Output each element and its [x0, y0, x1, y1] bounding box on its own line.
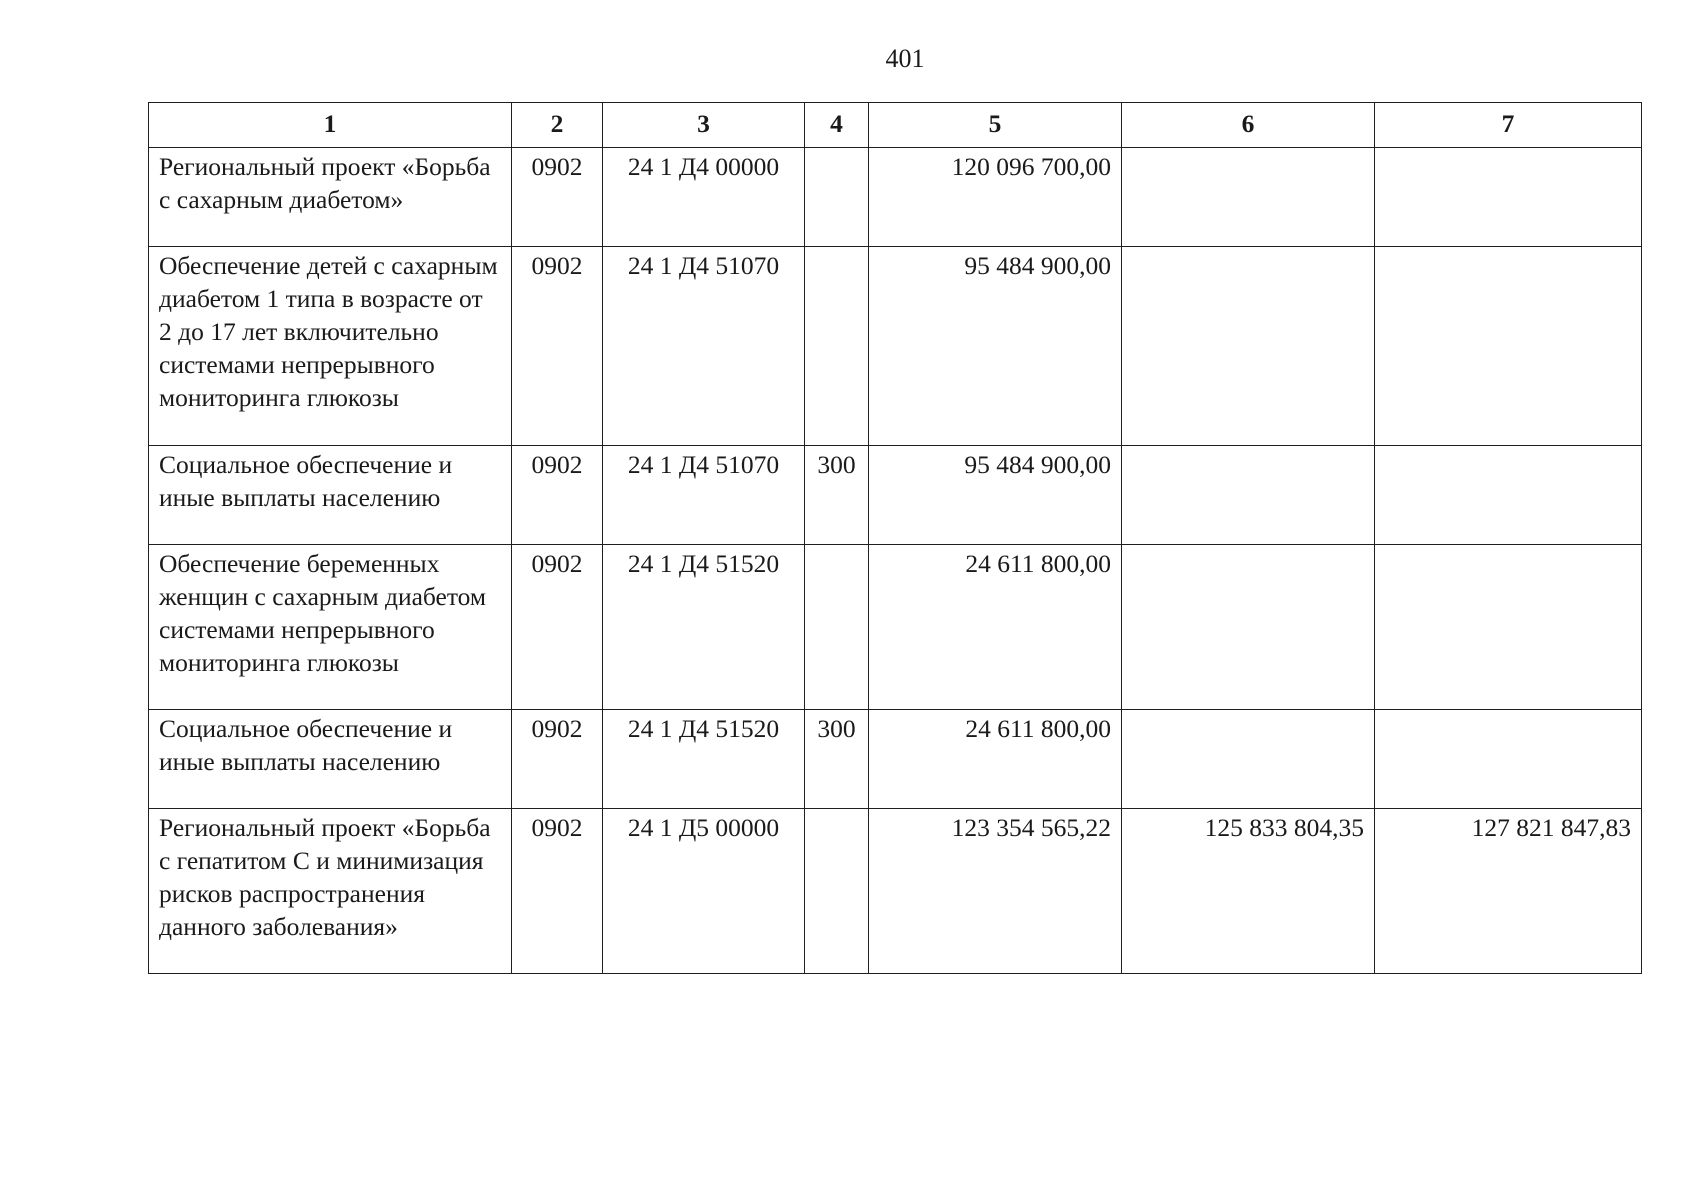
- page-number: 401: [885, 44, 925, 73]
- row-amount-col5: 24 611 800,00: [869, 545, 1122, 710]
- row-amount-col7: [1375, 247, 1642, 446]
- row-target-article: 24 1 Д4 00000: [603, 148, 805, 247]
- row-section-code: 0902: [512, 446, 603, 545]
- table-row: [149, 247, 1642, 446]
- row-amount-col6: [1122, 545, 1375, 710]
- row-amount-col7: [1375, 148, 1642, 247]
- row-section-code: 0902: [512, 809, 603, 974]
- row-section-code: 0902: [512, 148, 603, 247]
- header-cell-7: 7: [1375, 103, 1642, 148]
- row-name: Социальное обеспечение и иные выплаты населению: [149, 446, 512, 545]
- row-amount-col5: 95 484 900,00: [869, 247, 1122, 446]
- table-row: [149, 545, 1642, 710]
- row-target-article: 24 1 Д4 51520: [603, 545, 805, 710]
- row-section-code: 0902: [512, 545, 603, 710]
- row-amount-col7: [1375, 710, 1642, 809]
- table-row: [149, 809, 1642, 974]
- row-section-code: 0902: [512, 247, 603, 446]
- row-amount-col7: 127 821 847,83: [1375, 809, 1642, 974]
- row-target-article: 24 1 Д5 00000: [603, 809, 805, 974]
- budget-table: [148, 102, 1642, 974]
- header-cell-4: 4: [805, 103, 869, 148]
- row-amount-col6: [1122, 247, 1375, 446]
- row-amount-col6: [1122, 710, 1375, 809]
- header-cell-1: 1: [149, 103, 512, 148]
- row-amount-col7: [1375, 446, 1642, 545]
- row-name: Обеспечение детей с сахарным диабетом 1 типа в возрасте от 2 до 17 лет включительно системами непрерывного мониторинга глюкозы: [149, 247, 512, 446]
- row-target-article: 24 1 Д4 51070: [603, 446, 805, 545]
- row-amount-col5: 120 096 700,00: [869, 148, 1122, 247]
- row-amount-col6: 125 833 804,35: [1122, 809, 1375, 974]
- table-row: [149, 710, 1642, 809]
- row-section-code: 0902: [512, 710, 603, 809]
- row-name: Обеспечение беременных женщин с сахарным диабетом системами непрерывного мониторинга глюкозы: [149, 545, 512, 710]
- header-cell-5: 5: [869, 103, 1122, 148]
- table-header-row: [149, 103, 1642, 148]
- row-amount-col5: 123 354 565,22: [869, 809, 1122, 974]
- row-expense-type: [805, 247, 869, 446]
- row-expense-type: 300: [805, 446, 869, 545]
- header-cell-6: 6: [1122, 103, 1375, 148]
- row-target-article: 24 1 Д4 51070: [603, 247, 805, 446]
- row-name: Социальное обеспечение и иные выплаты населению: [149, 710, 512, 809]
- row-target-article: 24 1 Д4 51520: [603, 710, 805, 809]
- row-amount-col6: [1122, 148, 1375, 247]
- row-amount-col6: [1122, 446, 1375, 545]
- row-expense-type: [805, 545, 869, 710]
- row-amount-col5: 24 611 800,00: [869, 710, 1122, 809]
- table-row: [149, 148, 1642, 247]
- row-amount-col5: 95 484 900,00: [869, 446, 1122, 545]
- table-row: [149, 446, 1642, 545]
- row-expense-type: 300: [805, 710, 869, 809]
- row-name: Региональный проект «Борьба с сахарным диабетом»: [149, 148, 512, 247]
- header-cell-2: 2: [512, 103, 603, 148]
- row-expense-type: [805, 809, 869, 974]
- row-expense-type: [805, 148, 869, 247]
- row-name: Региональный проект «Борьба с гепатитом С и минимизация рисков распространения данного заболевания»: [149, 809, 512, 974]
- header-cell-3: 3: [603, 103, 805, 148]
- row-amount-col7: [1375, 545, 1642, 710]
